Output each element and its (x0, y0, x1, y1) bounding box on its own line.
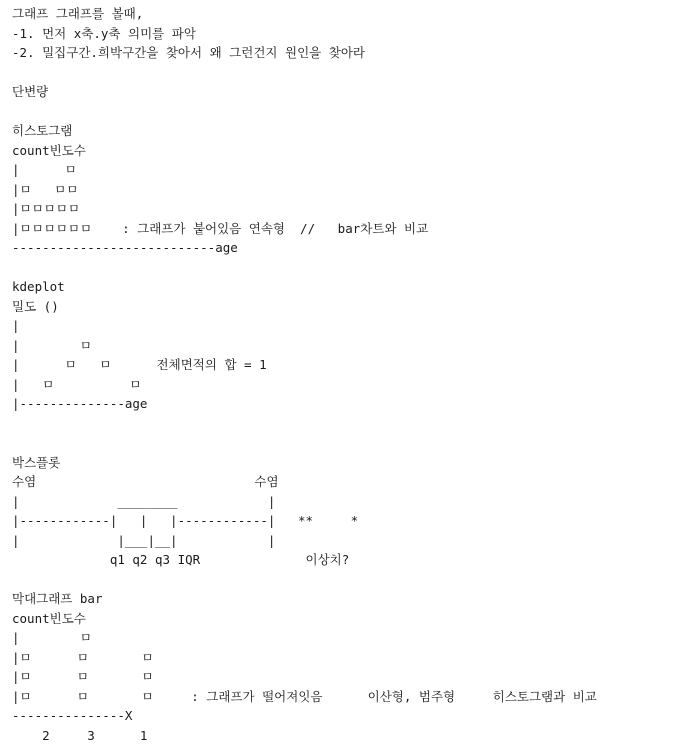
doc-line: -1. 먼저 x축.y축 의미를 파악 (12, 25, 196, 41)
doc-line: | ㅁ ㅁ (12, 376, 142, 392)
doc-line: 그래프 그래프를 볼때, (12, 6, 144, 21)
doc-line: |ㅁ ㅁㅁ (12, 181, 79, 197)
doc-line: | ㅁ (12, 337, 92, 353)
doc-line: 막대그래프 bar (12, 591, 103, 606)
doc-line: count빈도수 (12, 142, 86, 158)
doc-line: |ㅁ ㅁ ㅁ (12, 669, 154, 684)
doc-line (12, 433, 682, 453)
doc-line: 수염 수염 (12, 474, 279, 489)
doc-line: 단변량 (12, 84, 49, 99)
doc-line: q1 q2 q3 IQR 이상치? (12, 552, 350, 567)
doc-line: 밀도 () (12, 298, 59, 314)
doc-line: | |___|__| | (12, 532, 276, 548)
doc-line (12, 570, 682, 590)
doc-line (12, 63, 682, 83)
doc-line: |ㅁ ㅁ ㅁ (12, 649, 154, 665)
doc-line (12, 258, 682, 278)
doc-line: |------------| | |------------| ** * (12, 513, 359, 528)
doc-line: | ________ | (12, 493, 276, 509)
doc-line: -2. 밀집구간.희박구간을 찾아서 왜 그런건지 원인을 찾아라 (12, 45, 365, 60)
doc-line: | (12, 318, 20, 333)
doc-line: kdeplot (12, 279, 65, 294)
doc-line: | ㅁ (12, 630, 92, 645)
doc-line: ---------------------------age (12, 240, 238, 255)
doc-line: ---------------X (12, 708, 133, 723)
doc-line: | ㅁ (12, 162, 77, 177)
doc-line: |--------------age (12, 396, 148, 411)
doc-line: | ㅁ ㅁ 전체면적의 합 = 1 (12, 357, 267, 372)
doc-line (12, 414, 682, 434)
doc-line: 2 3 1 (12, 727, 148, 743)
doc-line: 히스토그램 (12, 123, 73, 138)
doc-line: |ㅁ ㅁ ㅁ : 그래프가 떨어져잇음 이산형, 범주형 히스토그램과 비교 (12, 688, 597, 704)
doc-line: 박스플롯 (12, 454, 61, 470)
doc-line: |ㅁㅁㅁㅁㅁㅁ : 그래프가 붙어있음 연속형 // bar차트와 비교 (12, 220, 429, 236)
doc-line: count빈도수 (12, 610, 86, 626)
doc-line: |ㅁㅁㅁㅁㅁ (12, 201, 80, 216)
doc-line (12, 102, 682, 122)
